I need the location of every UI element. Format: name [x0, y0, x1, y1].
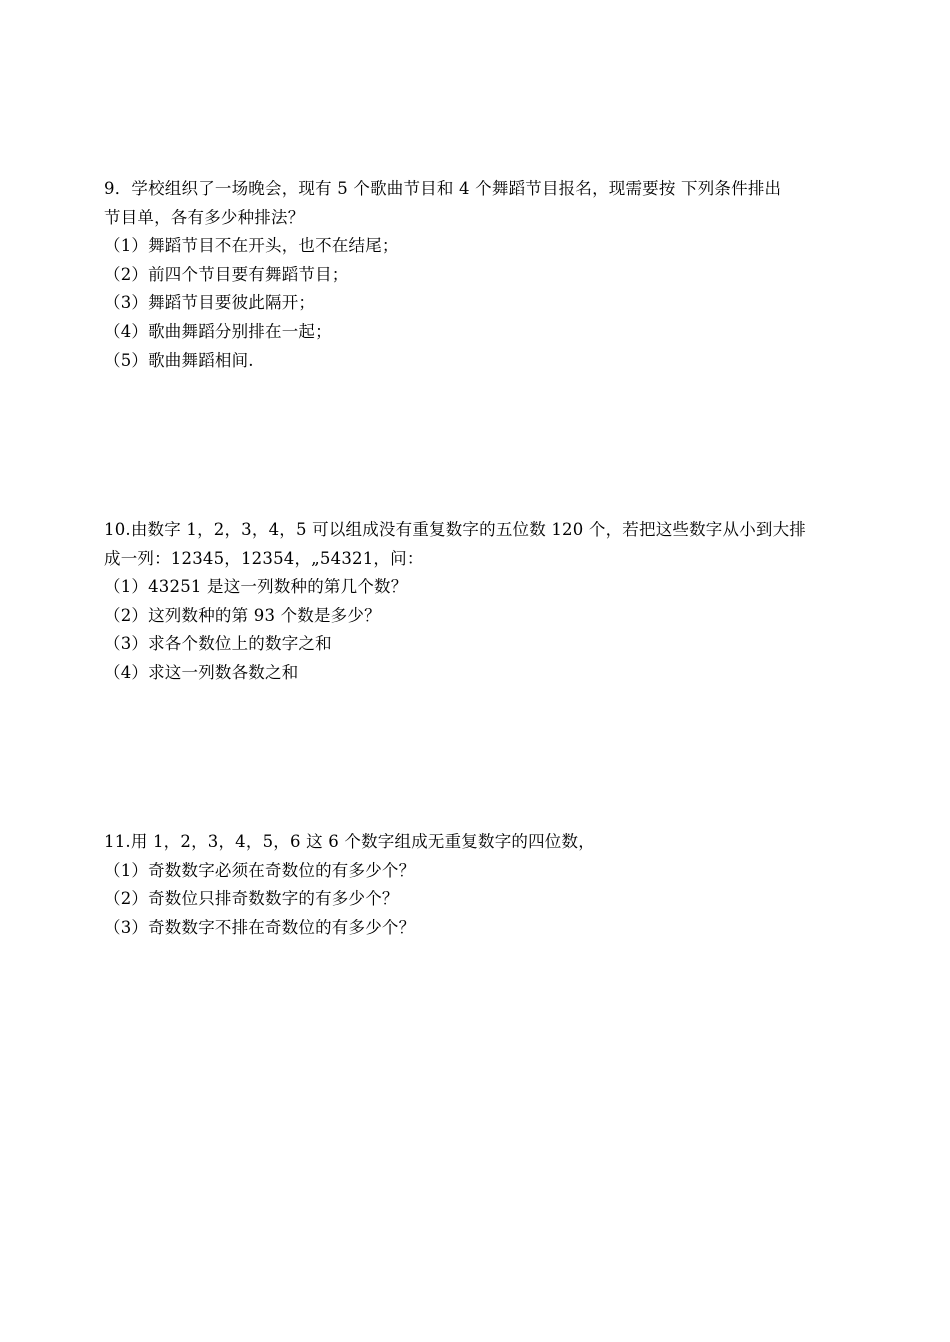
problem-10-subquestion-3: （3）求各个数位上的数字之和 [104, 634, 332, 654]
problem-10-stem-line-2: 成一列：12345，12354，„54321，问： [104, 548, 424, 568]
problem-9-subquestion-3: （3）舞蹈节目要彼此隔开； [104, 293, 316, 313]
problem-11-subquestion-3: （3）奇数数字不排在奇数位的有多少个？ [104, 917, 416, 937]
problem-10-stem-line-1: 10.由数字 1，2，3，4，5 可以组成没有重复数字的五位数 120 个，若把这些数字从小到大排 [104, 520, 807, 539]
problem-11-subquestion-2: （2）奇数位只排奇数数字的有多少个？ [104, 889, 399, 909]
problem-9-stem-line-2: 节目单，各有多少种排法？ [104, 207, 305, 227]
problem-9-subquestion-1: （1）舞蹈节目不在开头，也不在结尾； [104, 236, 399, 256]
problem-11 [104, 828, 856, 942]
problem-9-subquestion-4: （4）歌曲舞蹈分别排在一起； [104, 321, 332, 341]
problem-9-subquestion-5: （5）歌曲舞蹈相间. [104, 350, 254, 370]
problem-10-subquestion-4: （4）求这一列数各数之和 [104, 662, 299, 682]
problem-9-stem-line-1: 9．学校组织了一场晚会，现有 5 个歌曲节目和 4 个舞蹈节目报名，现需要按 下列条件排出 [104, 179, 782, 198]
problem-11-stem-line-1: 11.用 1，2，3，4，5，6 这 6 个数字组成无重复数字的四位数， [104, 832, 595, 851]
problem-9-subquestion-2: （2）前四个节目要有舞蹈节目； [104, 264, 349, 284]
problem-9 [104, 175, 856, 375]
problem-10-subquestion-1: （1）43251 是这一列数种的第几个数？ [104, 577, 408, 597]
problem-10-subquestion-2: （2）这列数种的第 93 个数是多少？ [104, 605, 381, 625]
problem-10 [104, 516, 856, 688]
problem-11-subquestion-1: （1）奇数数字必须在奇数位的有多少个？ [104, 860, 416, 880]
